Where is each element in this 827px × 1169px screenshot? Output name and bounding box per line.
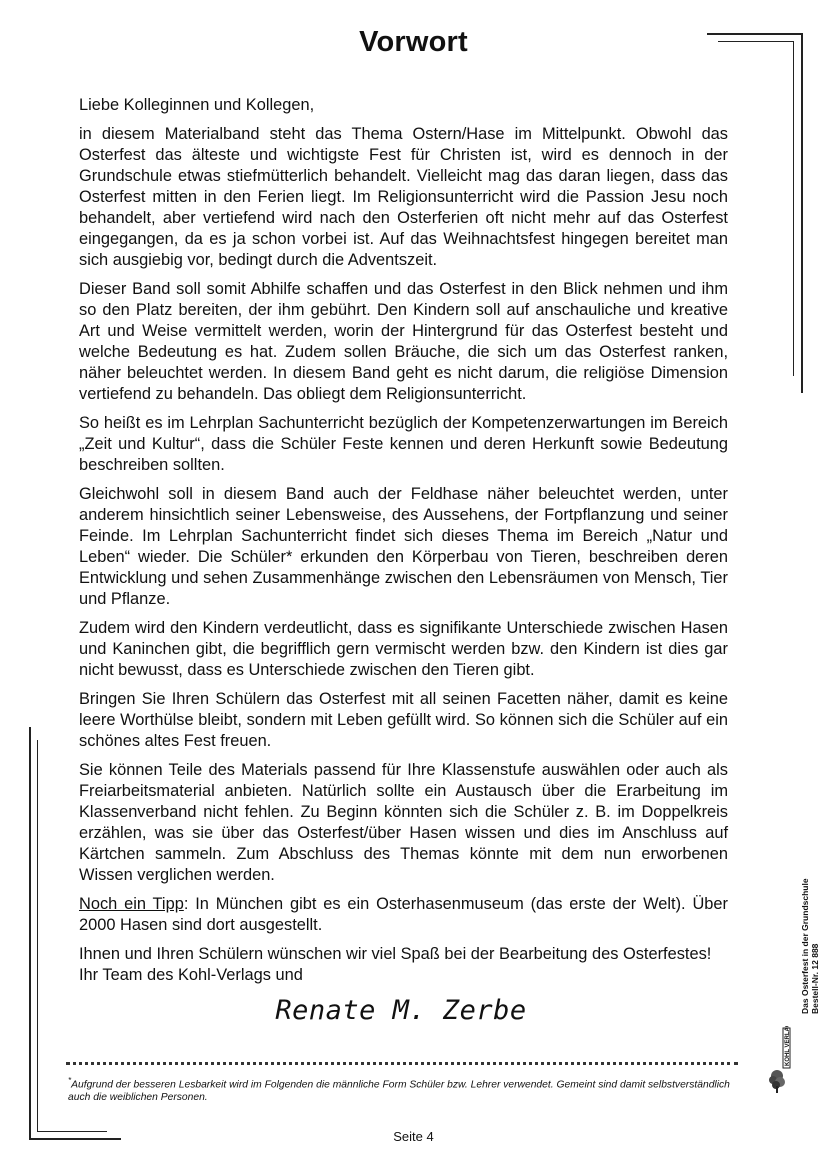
tip-text: : In München gibt es ein Osterhasenmuseum (das erste der Welt). Über 2000 Hasen sind dort ausgestellt. [79, 895, 728, 934]
paragraph: Zudem wird den Kindern verdeutlicht, dass es signifikante Unterschiede zwischen Hasen und Kaninchen gibt, die begrifflich gern vermischt werden bzw. den Kindern ist dies gar nicht bewusst, dass es Unterschiede zwischen den Tieren gibt. [79, 619, 728, 679]
paragraph: in diesem Materialband steht das Thema Ostern/Hase im Mittelpunkt. Obwohl das Osterfest das älteste und wichtigste Fest für Christen ist, wird es dennoch in der Grundschule etwas stiefmütterlich behandelt. Vielleicht mag das daran liegen, dass das Osterfest mitten in den Ferien liegt. Im Religionsunterricht wird die Passion Jesu noch behandelt, aber vertiefend wird nach den Osterferien oft nicht mehr auf das Osterfest eingegangen, da es ja schon vorbei ist. Auf das Weihnachtsfest hingegen bereitet man sich ausgiebig vor, bedingt durch die Adventszeit. [79, 125, 728, 269]
page-number: Seite 4 [393, 1129, 434, 1144]
frame-right-vertical-inner [793, 41, 794, 376]
footnote-text: Aufgrund der besseren Lesbarkeit wird im Folgenden die männliche Form Schüler bzw. Lehrer verwendet. Gemeint sind damit selbstverständlich auch die weiblichen Personen. [68, 1079, 730, 1104]
paragraph: Sie können Teile des Materials passend für Ihre Klassenstufe auswählen oder auch als Freiarbeitsmaterial anbieten. Natürlich sollte ein Austausch über die Erarbeitung im Klassenverband nicht fehlen. Zu Beginn könnten sich die Schüler z. B. im Doppelkreis erzählen, was sie über das Osterfest/über Hasen wissen und dies im Anschluss auf Kärtchen sammeln. Zum Abschluss des Themas könnte mit dem nun erworbenen Wissen verglichen werden. [79, 761, 728, 884]
letter-body [79, 95, 728, 986]
paragraph: So heißt es im Lehrplan Sachunterricht bezüglich der Kompetenzerwartungen im Bereich „Zeit und Kultur“, dass die Schüler Feste kennen und deren Herkunft sowie Bedeutung beschreiben sollten. [79, 414, 728, 474]
tip-paragraph [79, 894, 728, 936]
logo-text: KOHL VERLAG [785, 1026, 791, 1066]
paragraph: Bringen Sie Ihren Schülern das Osterfest mit all seinen Facetten näher, damit es keine leere Worthülse bleibt, sondern mit Leben gefüllt wird. So können sich die Schüler auf ein schönes altes Fest freuen. [79, 690, 728, 750]
paragraph: Gleichwohl soll in diesem Band auch der Feldhase näher beleuchtet werden, unter anderem hinsichtlich seiner Lebensweise, des Aussehens, der Fortpflanzung und seiner Feinde. Im Lehrplan Sachunterricht findet sich dieses Thema im Bereich „Natur und Leben“ wieder. Die Schüler* erkunden den Körperbau von Tieren, beschreiben deren Entwicklung und sehen Zusammenhänge zwischen den Lebensräumen von Mensch, Tier und Pflanze. [79, 485, 728, 608]
page-title: Vorwort [359, 26, 468, 58]
footnote-divider [66, 1062, 738, 1065]
closing-line: Ihnen und Ihren Schülern wünschen wir viel Spaß bei der Bearbeitung des Osterfestes! [79, 945, 712, 963]
side-order-number: Bestell-Nr. 12 888 [810, 943, 820, 1014]
author-signature: Renate M. Zerbe [275, 995, 527, 1026]
side-title: Das Osterfest in der Grundschule [800, 878, 810, 1014]
tip-label: Noch ein Tipp [79, 895, 184, 913]
side-publication-info [800, 878, 820, 1014]
footnote [68, 1074, 738, 1104]
frame-right-vertical-outer [801, 33, 803, 393]
frame-left-vertical-inner [37, 740, 38, 1132]
publisher-logo [769, 1026, 791, 1094]
footnote-marker: * [68, 1076, 72, 1085]
frame-left-vertical-outer [29, 727, 31, 1139]
paragraph: Dieser Band soll somit Abhilfe schaffen und das Osterfest in den Blick nehmen und ihm so den Platz bereiten, der ihm gebührt. Den Kindern soll auf anschauliche und kreative Art und Weise vermittelt werden, worin der Hintergrund für das Osterfest besteht und welche Bedeutung es hat. Zudem sollen Bräuche, die sich um das Osterfest ranken, näher beleuchtet werden. In diesem Band geht es nicht darum, die religiöse Dimension vertiefend zu behandeln. Das obliegt dem Religionsunterricht. [79, 280, 728, 403]
closing-line: Ihr Team des Kohl-Verlags und [79, 966, 303, 984]
tree-logo-icon [769, 1026, 791, 1094]
salutation: Liebe Kolleginnen und Kollegen, [79, 96, 315, 114]
